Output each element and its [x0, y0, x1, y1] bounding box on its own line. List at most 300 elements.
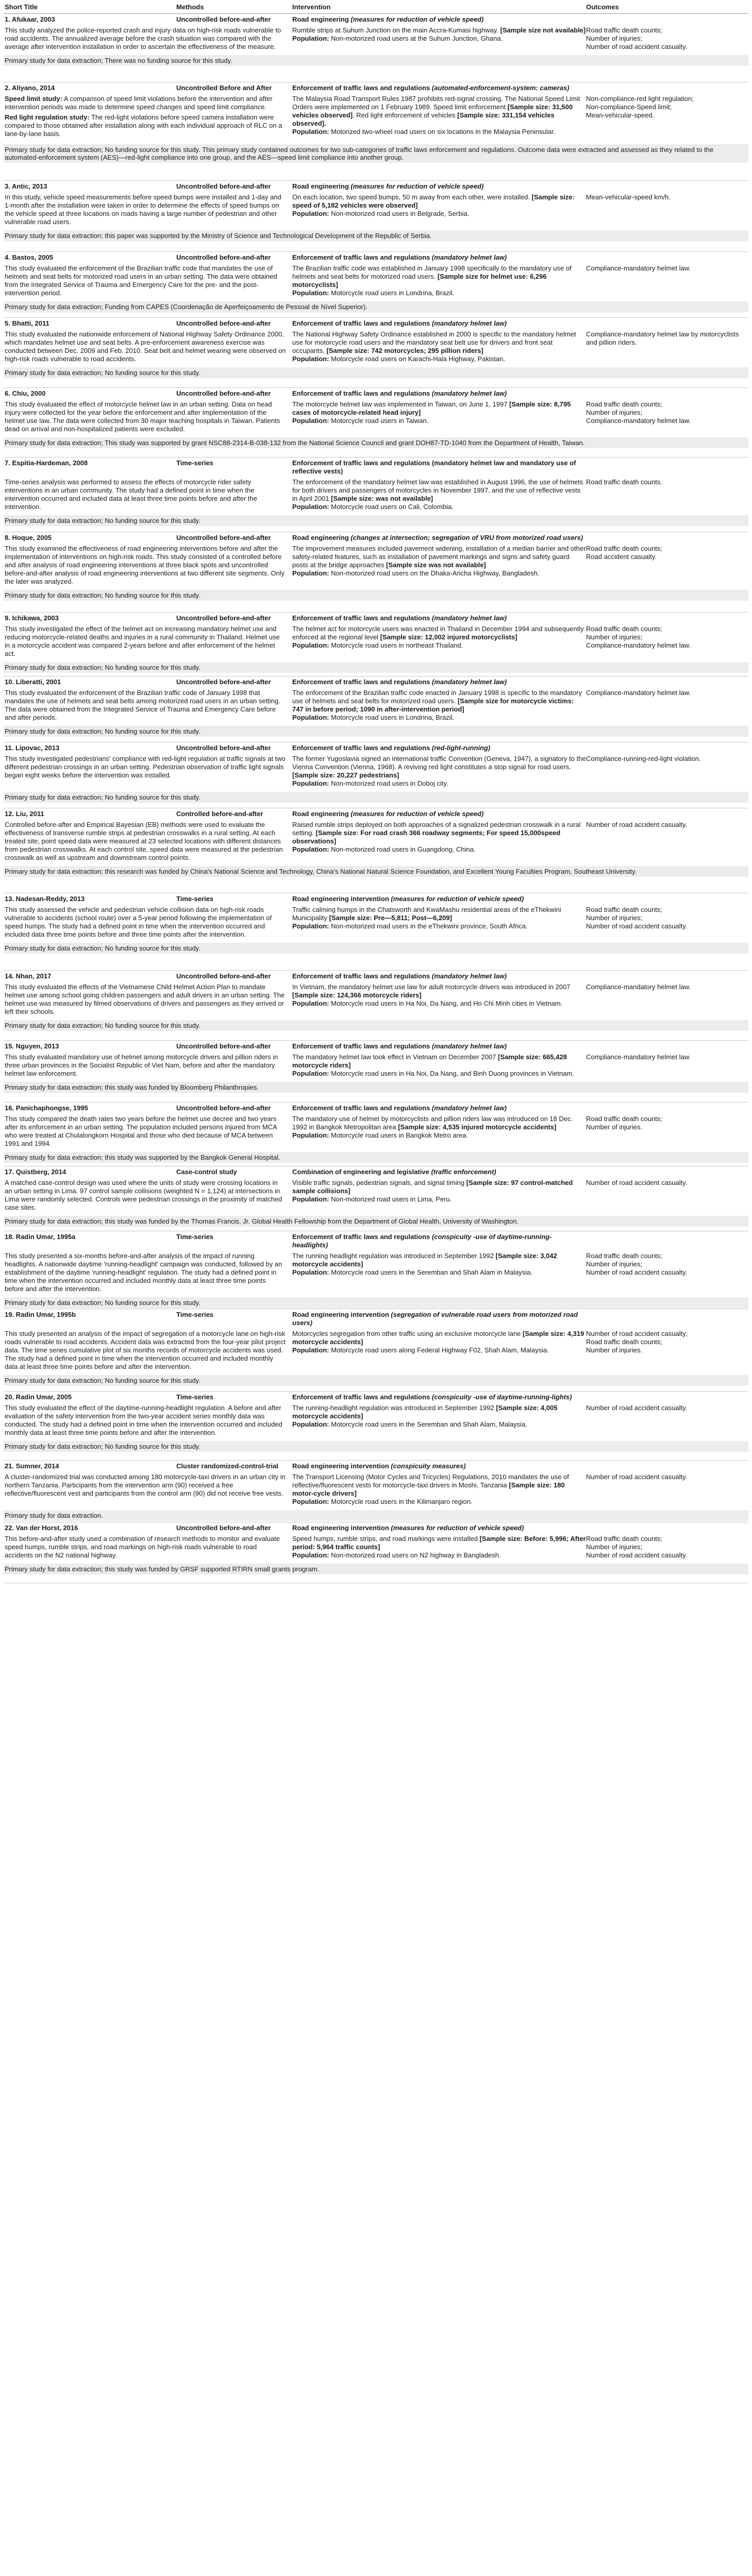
funding-note: Primary study for data extraction; No funding source for this study.	[4, 726, 748, 737]
study-record	[4, 893, 748, 971]
population: Population: Motorcycle road users in Ha Noi, Da Nang, and Binh Duong provinces in Vietnam.	[292, 1070, 574, 1077]
intervention-detail: Speed humps, rumble strips, and road markings were installed [Sample size: Before: 5,996; After period: 5,964 traffic counts] Population: Non-motorized road users on N2 highway in Bangladesh.	[292, 1535, 586, 1559]
intervention-subtype: (measures for reduction of vehicle speed)	[350, 15, 484, 23]
outcome-items	[586, 755, 748, 788]
record-body-row	[4, 1115, 748, 1148]
population-label: Population:	[292, 922, 329, 930]
population-label: Population:	[292, 845, 329, 853]
intervention-category: Enforcement of traffic laws and regulations	[292, 678, 430, 686]
study-title: 19. Radin Umar, 1995b	[5, 1311, 76, 1318]
population-label: Population:	[292, 128, 329, 135]
study-method: Uncontrolled Before and After	[176, 84, 272, 92]
study-description: This study evaluated the nationwide enforcement of National Highway Safety Ordinance 2000, which mandates helmet use and seat belts. A pre-enforcement awareness exercise was conducted between Dec. 2009 and Feb. 2010. Seat belt and helmet wearing were observed on high-risk roads vulnerable to road accidents.	[5, 330, 286, 363]
outcome-items	[586, 545, 748, 586]
outcome-item: Number of road accident casualty.	[586, 821, 688, 828]
funding-note: Primary study for data extraction; Funding from CAPES (Coordenação de Aperfeiçoamento de Pessoal de Nível Superior).	[4, 301, 748, 312]
intervention-category: Road engineering intervention	[292, 1524, 389, 1532]
outcomes-list	[586, 614, 748, 622]
outcome-items	[586, 95, 748, 140]
outcome-items	[586, 264, 748, 297]
population-label: Population:	[292, 1498, 329, 1505]
study-title: 20. Radin Umar, 2005	[5, 1393, 72, 1401]
outcomes-list	[586, 534, 748, 542]
intervention-detail: The helmet act for motorcycle users was enacted in Thailand in December 1994 and subsequently enforced at the regional level [Sample size: 12,002 injured motorcyclists] Population: Motorcycle road users in northeast Thailand.	[292, 625, 586, 658]
outcome-item: Compliance-mandatory helmet law by motorcyclists and pillion riders.	[586, 330, 739, 346]
population: Population: Motorcycle road users along Federal Highway F02, Shah Alam, Malaysia.	[292, 1346, 549, 1354]
outcomes-list	[586, 84, 748, 92]
population: Population: Motorcycle road users in Bangkok Metro area.	[292, 1131, 469, 1139]
sample-size: [Sample size: 31,500 vehicles observed]	[292, 103, 573, 119]
records-container	[4, 14, 748, 1583]
intervention-subtype: (traffic enforcement)	[431, 1168, 496, 1176]
intervention-category: Road engineering intervention	[292, 895, 389, 903]
intervention-detail: Traffic calming humps in the Chatsworth and KwaMashu residential areas of the eThekwini Municipality [Sample size: Pre—5,811; Post—6,209] Population: Non-motorized road users in the eThekwini province, South Africa.	[292, 906, 586, 939]
outcome-item: Number of road accident casualty.	[586, 43, 688, 50]
study-record	[4, 388, 748, 457]
outcome-item: Number of road accident casualty.	[586, 1179, 688, 1187]
sample-size: [Sample size: was not available]	[331, 495, 433, 502]
outcome-items	[586, 1053, 748, 1078]
study-description: Time-series analysis was performed to assess the effects of motorcycle rider safety interventions in an urban community. The study had a defined point in time when the intervention occurred and included data at least three time points before and after the intervention.	[5, 478, 257, 511]
study-title: 3. Antic, 2013	[5, 182, 47, 190]
study-title: 7. Espitia-Hardeman, 2008	[5, 459, 88, 467]
intervention-detail: The enforcement of the mandatory helmet law was established in August 1996, the use of helmets for both drivers and passengers of motorcycles in November 1997, and the use of reflective vests in April 2001 [Sample size: was not available] Population: Motorcycle road users on Cali, Colombia.	[292, 478, 586, 511]
intervention-subtype: (automated-enforcement-system: cameras)	[431, 84, 570, 92]
outcome-items	[586, 1179, 748, 1212]
study-method: Uncontrolled before-and-after	[176, 319, 271, 327]
record-body-row	[4, 983, 748, 1016]
study-record	[4, 252, 748, 318]
study-method: Case-control study	[176, 1168, 237, 1176]
intervention-category: Enforcement of traffic laws and regulations	[292, 1042, 430, 1050]
outcome-item: Compliance-mandatory helmet law.	[586, 264, 691, 272]
record-header-row	[4, 532, 748, 542]
sample-size: [Sample size: 180 motor-cycle drivers]	[292, 1481, 565, 1497]
intervention-title	[292, 678, 586, 686]
population-label: Population:	[292, 210, 329, 217]
outcomes-list	[586, 182, 748, 191]
intervention-category: Enforcement of traffic laws and regulations	[292, 614, 430, 622]
outcome-item: Compliance-mandatory helmet law.	[586, 689, 691, 697]
study-description: This study presented a six-months before-and-after analysis of the impact of running headlights. A nationwide daytime 'running-headlight' campaign was conducted, followed by an establishment of the daytime 'running-headlight' regulation. The study had a defined point in time when the intervention occurred and included monthly data at least three time points before and after the intervention.	[5, 1252, 282, 1293]
outcomes-list	[586, 253, 748, 262]
sample-size: [Sample size: speed of 5,182 vehicles were observed]	[292, 193, 575, 209]
study-title: 9. Ichikawa, 2003	[5, 614, 59, 622]
outcome-item: Number of road accident casualty.	[586, 1473, 688, 1481]
intervention-subtype: (conspicuity -use of daytime-running-lights)	[431, 1393, 572, 1401]
population-label: Population:	[292, 417, 329, 425]
outcome-item: Number of injuries;	[586, 914, 643, 922]
funding-note: Primary study for data extraction.	[4, 1510, 748, 1521]
outcomes-list	[586, 1042, 748, 1050]
outcome-item: Road traffic death counts;	[586, 906, 662, 913]
intervention-detail: The running headlight regulation was introduced in September 1992 [Sample size: 3,042 motorcycle accidents] Population: Motorcycle road users in the Seremban and Shah Alam in Malaysia.	[292, 1252, 586, 1293]
outcomes-list	[586, 1168, 748, 1176]
outcome-item: Road traffic death counts;	[586, 545, 662, 552]
study-record	[4, 613, 748, 676]
record-header-row	[4, 14, 748, 24]
record-body-row	[4, 400, 748, 433]
record-header-row	[4, 181, 748, 191]
study-record	[4, 1166, 748, 1231]
intervention-detail: The former Yugoslavia signed an international traffic Convention (Geneva, 1947), a signatory to the Vienna Convention (Vienna, 1968). A reviving red light constitutes a stop signal for road users. [Sample size: 20,227 pedestrians] Population: Non-motorized road users in Doboj city.	[292, 755, 586, 787]
population-label: Population:	[292, 289, 329, 297]
record-body-row	[4, 1404, 748, 1437]
study-record	[4, 532, 748, 613]
intervention-title	[292, 389, 586, 398]
outcomes-list	[586, 1104, 748, 1112]
record-header-row	[4, 893, 748, 903]
record-body-row	[4, 1252, 748, 1293]
description-label: Red light regulation study:	[5, 113, 90, 121]
sample-size: [Sample size: For road crash 366 roadway segments; For speed 15,000speed observations]	[292, 829, 561, 845]
outcome-item: Road traffic death counts;	[586, 625, 662, 633]
outcome-item: Road traffic death counts;	[586, 1338, 662, 1346]
intervention-title	[292, 1042, 586, 1050]
funding-note: Primary study for data extraction; No funding source for this study.	[4, 515, 748, 526]
study-description: This study evaluated the effect of motorcycle helmet law in an urban setting. Data on head injury were collected for the year before the enforcement and after implementation of the helmet use law. The data were collected from 30 major teaching hospitals in Taiwan. Patients dead on arrival and non-hospitalized patients were excluded.	[5, 400, 280, 433]
study-description: Controlled before-after and Empirical Bayesian (EB) methods were used to evaluate the effectiveness of transverse rumble strips at pedestrian crosswalks in a rural setting. At each treated site, point speed data were measured at 23 selected locations with different distances from pedestrian crosswalks. At each control site, speed data were measured at the pedestrian crosswalk as well as upstream and downstream control points.	[5, 821, 283, 861]
population-label: Population:	[292, 1346, 329, 1354]
record-header-row	[4, 1522, 748, 1532]
intervention-category: Enforcement of traffic laws and regulations	[292, 744, 430, 752]
study-method: Uncontrolled before-and-after	[176, 15, 271, 23]
study-record	[4, 181, 748, 252]
outcomes-list	[586, 1524, 748, 1532]
record-body-row	[4, 330, 748, 363]
study-description: A cluster-randomized trial was conducted among 180 motorcycle-taxi drivers in an urban city in northern Tanzania. Participants from the intervention arm (90) received a free reflective/fluorescent vest and participants from the control arm (90) did not receive free vests.	[5, 1473, 286, 1497]
outcome-item: Number of road accident casualty.	[586, 1551, 688, 1559]
outcome-item: Compliance-mandatory helmet law.	[586, 1053, 691, 1061]
study-method: Uncontrolled before-and-after	[176, 253, 271, 261]
study-title: 21. Sumner, 2014	[5, 1462, 59, 1470]
record-header-row	[4, 1103, 748, 1112]
study-record	[4, 82, 748, 181]
sample-size: [Sample size not available]	[500, 26, 586, 34]
intervention-subtype: (mandatory helmet law)	[431, 1042, 507, 1050]
outcomes-list	[586, 459, 748, 476]
record-body-row	[4, 906, 748, 939]
study-record	[4, 971, 748, 1041]
study-record	[4, 1309, 748, 1392]
population-label: Population:	[292, 779, 329, 787]
outcome-items	[586, 1115, 748, 1148]
study-title: 2. Aliyano, 2014	[5, 84, 55, 92]
study-method: Cluster randomized-control-trial	[176, 1462, 278, 1470]
population-label: Population:	[292, 1070, 329, 1077]
outcome-item: Number of road accident casualty;	[586, 1330, 688, 1337]
record-body-row	[4, 689, 748, 722]
funding-note: Primary study for data extraction; No funding source for this study.	[4, 1375, 748, 1386]
population: Population: Non-motorized road users in Belgrade, Serbia.	[292, 210, 470, 217]
sample-size: [Sample size: 20,227 pedestrians]	[292, 771, 399, 779]
study-title: 16. Panichaphongse, 1995	[5, 1104, 88, 1112]
sample-size: [Sample size: 97 control-matched sample collisions]	[292, 1179, 573, 1195]
study-title: 14. Nhan, 2017	[5, 972, 52, 980]
intervention-subtype: (measures for reduction of vehicle speed)	[350, 182, 484, 190]
intervention-detail: Visible traffic signals, pedestrian signals, and signal timing [Sample size: 97 control-matched sample collisions] Population: Non-motorized road users in Lima, Peru.	[292, 1179, 586, 1212]
sample-size: [Sample size: 742 motorcycles; 295 pillion riders]	[326, 347, 483, 354]
sample-size: [Sample size: 124,366 motorcycle riders]	[292, 991, 422, 999]
intervention-category: Enforcement of traffic laws and regulations (mandatory helmet law and mandatory use of reflective vests)	[292, 459, 576, 475]
outcomes-list	[586, 319, 748, 328]
outcome-items	[586, 689, 748, 722]
intervention-title	[292, 1104, 586, 1112]
record-header-row	[4, 252, 748, 262]
study-record	[4, 1522, 748, 1583]
study-record	[4, 1461, 748, 1522]
study-method: Uncontrolled before-and-after	[176, 744, 271, 752]
population-label: Population:	[292, 1551, 329, 1559]
outcomes-list	[586, 895, 748, 903]
outcome-items	[586, 625, 748, 658]
outcome-item: Road traffic death counts;	[586, 1115, 662, 1123]
funding-note: Primary study for data extraction; No funding source for this study. This primary study contained outcomes for two sub-categories of traffic laws enforcement and regulations. Outcome data were extracted and assessed as they related to the automated-enforcement system (AES)—red-light compliance into one group, and the AES—speed limit compliance into another group.	[4, 144, 748, 163]
record-header-row	[4, 1166, 748, 1176]
sample-size: [Sample size: 4,535 injured motorcycle accidents]	[398, 1123, 557, 1131]
intervention-title	[292, 810, 586, 818]
study-title: 1. Afukaar, 2003	[5, 15, 55, 23]
intervention-title	[292, 1524, 586, 1532]
record-body-row	[4, 26, 748, 51]
study-method: Uncontrolled before-and-after	[176, 534, 271, 541]
outcome-item: Non-compliance-red light regulation;	[586, 95, 694, 103]
outcome-items	[586, 1252, 748, 1293]
population-label: Population:	[292, 641, 329, 649]
outcome-item: Road traffic death counts;	[586, 1252, 662, 1260]
funding-note: Primary study for data extraction; this study was supported by the Bangkok General Hospital.	[4, 1152, 748, 1163]
study-method: Uncontrolled before-and-after	[176, 182, 271, 190]
intervention-subtype: (segregation of vulnerable road users from motorized road users)	[292, 1311, 578, 1327]
intervention-category: Enforcement of traffic laws and regulations	[292, 389, 430, 397]
study-title: 6. Chiu, 2000	[5, 389, 46, 397]
intervention-category: Road engineering	[292, 810, 349, 818]
study-method: Time-series	[176, 895, 214, 903]
record-header-row	[4, 1231, 748, 1249]
sample-size: [Sample size: Before: 5,996; After period: 5,964 traffic counts]	[292, 1535, 586, 1551]
intervention-subtype: (mandatory helmet law)	[431, 1104, 507, 1112]
intervention-detail: The National Highway Safety Ordinance established in 2000 is specific to the mandatory helmet use for motorcycle road users and the mandatory seat belt use for drivers and front seat occupants. [Sample size: 742 motorcycles; 295 pillion riders] Population: Motorcycle road users on Karachi-Hala Highway, Pakistan.	[292, 330, 586, 363]
intervention-subtype: (measures for reduction of vehicle speed)	[391, 895, 524, 903]
population: Population: Motorcycle road users in Londrina, Brazil.	[292, 289, 455, 297]
outcome-item: Number of injuries.	[586, 1346, 643, 1354]
record-header-row	[4, 613, 748, 622]
record-header-row	[4, 971, 748, 980]
intervention-subtype: (conspicuity measures)	[391, 1462, 466, 1470]
intervention-subtype: (mandatory helmet law)	[431, 614, 507, 622]
sample-size: [Sample size: 12,002 injured motorcyclists]	[380, 633, 517, 641]
intervention-category: Road engineering intervention	[292, 1462, 389, 1470]
population-label: Population:	[292, 1420, 329, 1428]
study-title: 5. Bhatti, 2011	[5, 319, 49, 327]
outcomes-list	[586, 15, 748, 24]
population: Population: Motorcycle road users in Londrina, Brazil.	[292, 714, 455, 721]
intervention-category: Enforcement of traffic laws and regulations	[292, 1393, 430, 1401]
record-body-row	[4, 545, 748, 586]
study-method: Uncontrolled before-and-after	[176, 678, 271, 686]
study-title: 8. Hoque, 2005	[5, 534, 52, 541]
study-title: 17. Quistberg, 2014	[5, 1168, 66, 1176]
intervention-title	[292, 1462, 586, 1470]
table-header	[4, 0, 748, 14]
funding-note: Primary study for data extraction; No funding source for this study.	[4, 1020, 748, 1031]
record-header-row	[4, 318, 748, 328]
outcome-items	[586, 1404, 748, 1437]
intervention-title	[292, 253, 586, 262]
intervention-subtype: (measures for reduction of vehicle speed)	[391, 1524, 524, 1532]
record-header-row	[4, 808, 748, 818]
outcome-items	[586, 1535, 748, 1560]
funding-note: Primary study for data extraction; this research was funded by China's National Science and Technology, China's National Natural Science Foundation, and Excellent Young Faculties Program, Southeast University.	[4, 866, 748, 877]
record-body-row	[4, 1053, 748, 1078]
population: Population: Motorcycle road users in northeast Thailand.	[292, 641, 463, 649]
outcome-item: Number of road accident casualty.	[586, 922, 688, 930]
record-header-row	[4, 82, 748, 92]
population: Population: Motorcycle road users in the Seremban and Shah Alam, Malaysia.	[292, 1420, 527, 1428]
population: Population: Motorcycle road users in Ha Noi, Da Nang, and Ho Chi Minh cities in Vietnam.	[292, 999, 563, 1007]
funding-note: Primary study for data extraction; No funding source for this study.	[4, 367, 748, 378]
intervention-category: Enforcement of traffic laws and regulations	[292, 319, 430, 327]
intervention-detail: The motorcycle helmet law was implemented in Taiwan, on June 1, 1997 [Sample size: 8,795 cases of motorcycle-related head injury] Population: Motorcycle road users in Taiwan.	[292, 400, 586, 433]
outcome-items	[586, 983, 748, 1016]
study-title: 10. Liberatti, 2001	[5, 678, 61, 686]
intervention-detail: The mandatory use of helmet by motorcyclists and pillion riders law was introduced on 18 Dec. 1992 in Bangkok Metropolitan area [Sample size: 4,535 injured motorcycle accidents] Population: Motorcycle road users in Bangkok Metro area.	[292, 1115, 586, 1148]
study-record	[4, 14, 748, 82]
population-label: Population:	[292, 999, 329, 1007]
study-method: Time-series	[176, 1393, 214, 1401]
intervention-title	[292, 1311, 586, 1327]
intervention-category: Enforcement of traffic laws and regulations	[292, 1104, 430, 1112]
intervention-title	[292, 15, 586, 24]
study-description: This study investigated the effect of the helmet act on increasing mandatory helmet use and reducing motorcycle-related deaths and injuries in a rural community in Thailand. Helmet use in a motorcycle accident was compared 2-years before and after enforcement of the helmet act.	[5, 625, 280, 657]
population-label: Population:	[292, 569, 329, 577]
population-label: Population:	[292, 1131, 329, 1139]
header-short-title: Short Title	[5, 3, 38, 11]
outcome-item: Non-compliance-Speed limit;	[586, 103, 672, 111]
study-title: 22. Van der Horst, 2016	[5, 1524, 78, 1532]
record-body-row	[4, 1473, 748, 1506]
population: Population: Non-motorized road users on N2 highway in Bangladesh.	[292, 1551, 501, 1559]
study-record	[4, 1041, 748, 1103]
study-record	[4, 1103, 748, 1166]
study-method: Uncontrolled before-and-after	[176, 972, 271, 980]
outcome-items	[586, 26, 748, 51]
record-body-row	[4, 478, 748, 511]
population: Population: Non-motorized road users in the eThekwini province, South Africa.	[292, 922, 528, 930]
outcomes-list	[586, 1311, 748, 1327]
intervention-subtype: (conspicuity -use of daytime-running-headlights)	[292, 1233, 552, 1249]
funding-note: Primary study for data extraction; No funding source for this study.	[4, 1441, 748, 1452]
record-header-row	[4, 676, 748, 686]
intervention-detail: The mandatory helmet law took effect in Vietnam on December 2007 [Sample size: 665,428 motorcycle riders] Population: Motorcycle road users in Ha Noi, Da Nang, and Binh Duong provinces in Vietnam.	[292, 1053, 586, 1078]
intervention-category: Road engineering	[292, 182, 349, 190]
intervention-subtype: (measures for reduction of vehicle speed)	[350, 810, 484, 818]
intervention-detail: In Vietnam, the mandatory helmet use law for adult motorcycle drivers was introduced in 2007 [Sample size: 124,366 motorcycle riders] Population: Motorcycle road users in Ha Noi, Da Nang, and Ho Chi Minh cities in Vietnam.	[292, 983, 586, 1016]
sample-size: [Sample size: Pre—5,811; Post—6,209]	[329, 914, 452, 922]
sample-size: [Sample size for motorcycle victims: 747 in before period; 1090 in after-intervention period]	[292, 697, 574, 713]
outcomes-list	[586, 744, 748, 752]
study-title: 13. Nadesan-Reddy, 2013	[5, 895, 85, 903]
intervention-subtype: (mandatory helmet law)	[431, 678, 507, 686]
intervention-detail: Rumble strips at Suhum Junction on the main Accra-Kumasi highway. [Sample size not available] Population: Non-motorized road users at the Suhum Junction, Ghana.	[292, 26, 586, 42]
study-method: Time-series	[176, 1311, 214, 1318]
population-label: Population:	[292, 1195, 329, 1203]
population: Population: Motorcycle road users in Taiwan.	[292, 417, 429, 425]
record-header-row	[4, 1309, 748, 1327]
study-method: Time-series	[176, 1233, 214, 1241]
study-description: This study evaluated the enforcement of the Brazilian traffic code that mandates the use of helmets and seat belts for motorized road users in an urban setting. The data were obtained from the Integrated Service of Trauma and Emergency Care for the pre- and the post-intervention period.	[5, 264, 277, 297]
record-header-row	[4, 388, 748, 398]
intervention-category: Road engineering intervention	[292, 1311, 389, 1318]
study-method: Uncontrolled before-and-after	[176, 1524, 271, 1532]
intervention-title	[292, 1393, 586, 1401]
record-body-row	[4, 1535, 748, 1560]
intervention-detail: The improvement measures included pavement widening, installation of a median barrier and other safety-related features, such as installation of pavement markings and signs and safety guard posts at the bridge approaches [Sample size was not available] Population: Non-motorized road users on the Dhaka-Aricha Highway, Bangladesh.	[292, 545, 586, 577]
intervention-detail: The Transport Licensing (Motor Cycles and Tricycles) Regulations, 2010 mandates the use of reflective/fluorescent vests for motorcycle-taxi drivers in Moshi, Tanzania [Sample size: 180 motor-cycle drivers] Population: Motorcycle road users in the Kilimanjaro region.	[292, 1473, 586, 1506]
study-method: Uncontrolled before-and-after	[176, 614, 271, 622]
intervention-subtype: (changes at intersection; segregation of VRU from motorized road users)	[350, 534, 583, 541]
outcome-item: Number of injuries;	[586, 409, 643, 416]
intervention-category: Enforcement of traffic laws and regulations	[292, 84, 430, 92]
description-label: Speed limit study:	[5, 95, 62, 103]
study-record	[4, 676, 748, 742]
outcome-item: Mean-vehicular-speed.	[586, 111, 655, 119]
sample-size: [Sample size: 8,795 cases of motorcycle-related head injury]	[292, 400, 571, 416]
header-intervention: Intervention	[292, 3, 331, 11]
record-header-row	[4, 742, 748, 752]
intervention-category: Enforcement of traffic laws and regulations	[292, 972, 430, 980]
sample-size: [Sample size was not available]	[386, 561, 486, 569]
intervention-title	[292, 972, 586, 980]
outcome-item: Number of injuries;	[586, 1543, 643, 1551]
population-label: Population:	[292, 503, 329, 511]
intervention-detail: Raised rumble strips deployed on both approaches of a signalized pedestrian crosswalk in a rural setting. [Sample size: For road crash 366 roadway segments; For speed 15,000speed observations] Population: Non-motorized road users in Guangdong, China.	[292, 821, 586, 862]
funding-note: Primary study for data extraction; this study was funded by the Thomas Francis, Jr. Global Health Fellowship from the Department of Global Health, University of Washington.	[4, 1216, 748, 1227]
sample-size: [Sample size: 665,428 motorcycle riders]	[292, 1053, 567, 1069]
study-record	[4, 1231, 748, 1309]
intervention-subtype: (mandatory helmet law)	[431, 972, 507, 980]
population: Population: Non-motorized road users on the Dhaka-Aricha Highway, Bangladesh.	[292, 569, 540, 577]
outcome-item: Compliance-mandatory helmet law.	[586, 641, 691, 649]
evidence-table	[4, 0, 748, 1583]
study-method: Time-series	[176, 459, 214, 467]
outcome-item: Compliance-running-red-light violation.	[586, 755, 701, 762]
outcomes-list	[586, 1233, 748, 1249]
outcome-items	[586, 821, 748, 862]
population: Population: Non-motorized road users in Lima, Peru.	[292, 1195, 452, 1203]
funding-note: Primary study for data extraction; this study was funded by Bloomberg Philanthropies.	[4, 1082, 748, 1093]
intervention-detail: The enforcement of the Brazilian traffic code enacted in January 1998 is specific to the mandatory use of helmets and seat belts for motorized road users. [Sample size for motorcycle victims: 747 in before period; 1090 in after-intervention period] Population: Motorcycle road users in Londrina, Brazil.	[292, 689, 586, 722]
record-body-row	[4, 95, 748, 140]
intervention-detail: The running-headlight regulation was introduced in September 1992 [Sample size: 4,005 motorcycle accidents] Population: Motorcycle road users in the Seremban and Shah Alam, Malaysia.	[292, 1404, 586, 1437]
outcome-item: Number of injuries;	[586, 1260, 643, 1268]
study-description: In this study, vehicle speed measurements before speed bumps were installed and 1-day and 1-month after the installation were taken in order to determine the effects of speed bumps on the vehicle speed at three locations on roads having a large number of pedestrian and other vulnerable road users.	[5, 193, 281, 226]
record-body-row	[4, 625, 748, 658]
outcome-items	[586, 400, 748, 433]
sample-size: [Sample size: 4,005 motorcycle accidents]	[292, 1404, 558, 1420]
study-description: This before-and-after study used a combination of research methods to monitor and evaluate speed humps, rumble strips, and road markings on high-risk roads vulnerable to road accidents on the N2 national highway.	[5, 1535, 280, 1559]
record-body-row	[4, 1330, 748, 1371]
funding-note: Primary study for data extraction; this paper was supported by the Ministry of Science and Technological Development of the Republic of Serbia.	[4, 230, 748, 241]
population: Population: Non-motorized road users in Guangdong, China.	[292, 845, 476, 853]
header-outcomes: Outcomes	[586, 3, 619, 11]
funding-note: Primary study for data extraction; This study was supported by grant NSC88-2314-B-038-132 from the National Science Council and grant DOH87-TD-1040 from the Department of Health, Taiwan.	[4, 437, 748, 448]
record-header-row	[4, 1392, 748, 1401]
record-body-row	[4, 755, 748, 788]
population: Population: Motorcycle road users on Cali, Colombia.	[292, 503, 454, 511]
outcome-item: Compliance-mandatory helmet law.	[586, 417, 691, 425]
outcome-items	[586, 1330, 748, 1371]
